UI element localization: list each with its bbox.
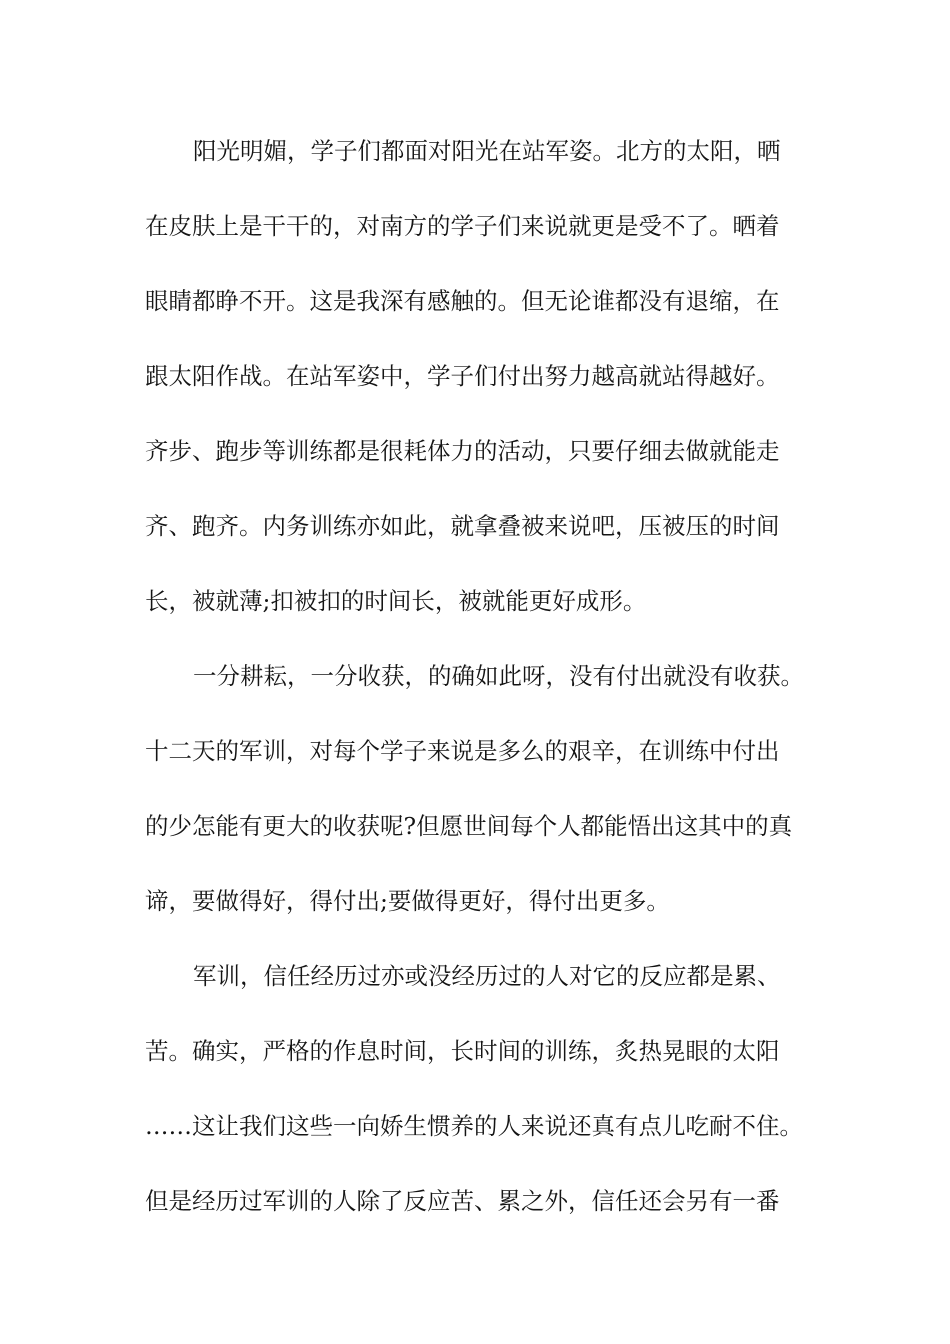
text-line: 齐、跑齐。内务训练亦如此，就拿叠被来说吧，压被压的时间 (145, 512, 780, 540)
text-line: 一分耕耘，一分收获，的确如此呀，没有付出就没有收获。 (193, 662, 804, 690)
text-line: 在皮肤上是干干的，对南方的学子们来说就更是受不了。晒着 (145, 212, 780, 240)
text-line: 军训，信任经历过亦或没经历过的人对它的反应都是累、 (193, 962, 781, 990)
text-line: 眼睛都睁不开。这是我深有感触的。但无论谁都没有退缩，在 (145, 287, 780, 315)
text-line: 谛，要做得好，得付出;要做得更好，得付出更多。 (145, 887, 670, 915)
text-line: 阳光明媚，学子们都面对阳光在站军姿。北方的太阳，晒 (193, 137, 781, 165)
text-line: 长，被就薄;扣被扣的时间长，被就能更好成形。 (145, 587, 647, 615)
text-line: ……这让我们这些一向娇生惯养的人来说还真有点儿吃耐不住。 (145, 1112, 803, 1140)
text-line: 的少怎能有更大的收获呢?但愿世间每个人都能悟出这其中的真 (145, 812, 793, 840)
text-line: 苦。确实，严格的作息时间，长时间的训练，炙热晃眼的太阳 (145, 1037, 780, 1065)
text-line: 但是经历过军训的人除了反应苦、累之外，信任还会另有一番 (145, 1187, 780, 1215)
text-line: 跟太阳作战。在站军姿中，学子们付出努力越高就站得越好。 (145, 362, 780, 390)
text-line: 齐步、跑步等训练都是很耗体力的活动，只要仔细去做就能走 (145, 437, 780, 465)
text-line: 十二天的军训，对每个学子来说是多么的艰辛，在训练中付出 (145, 737, 780, 765)
